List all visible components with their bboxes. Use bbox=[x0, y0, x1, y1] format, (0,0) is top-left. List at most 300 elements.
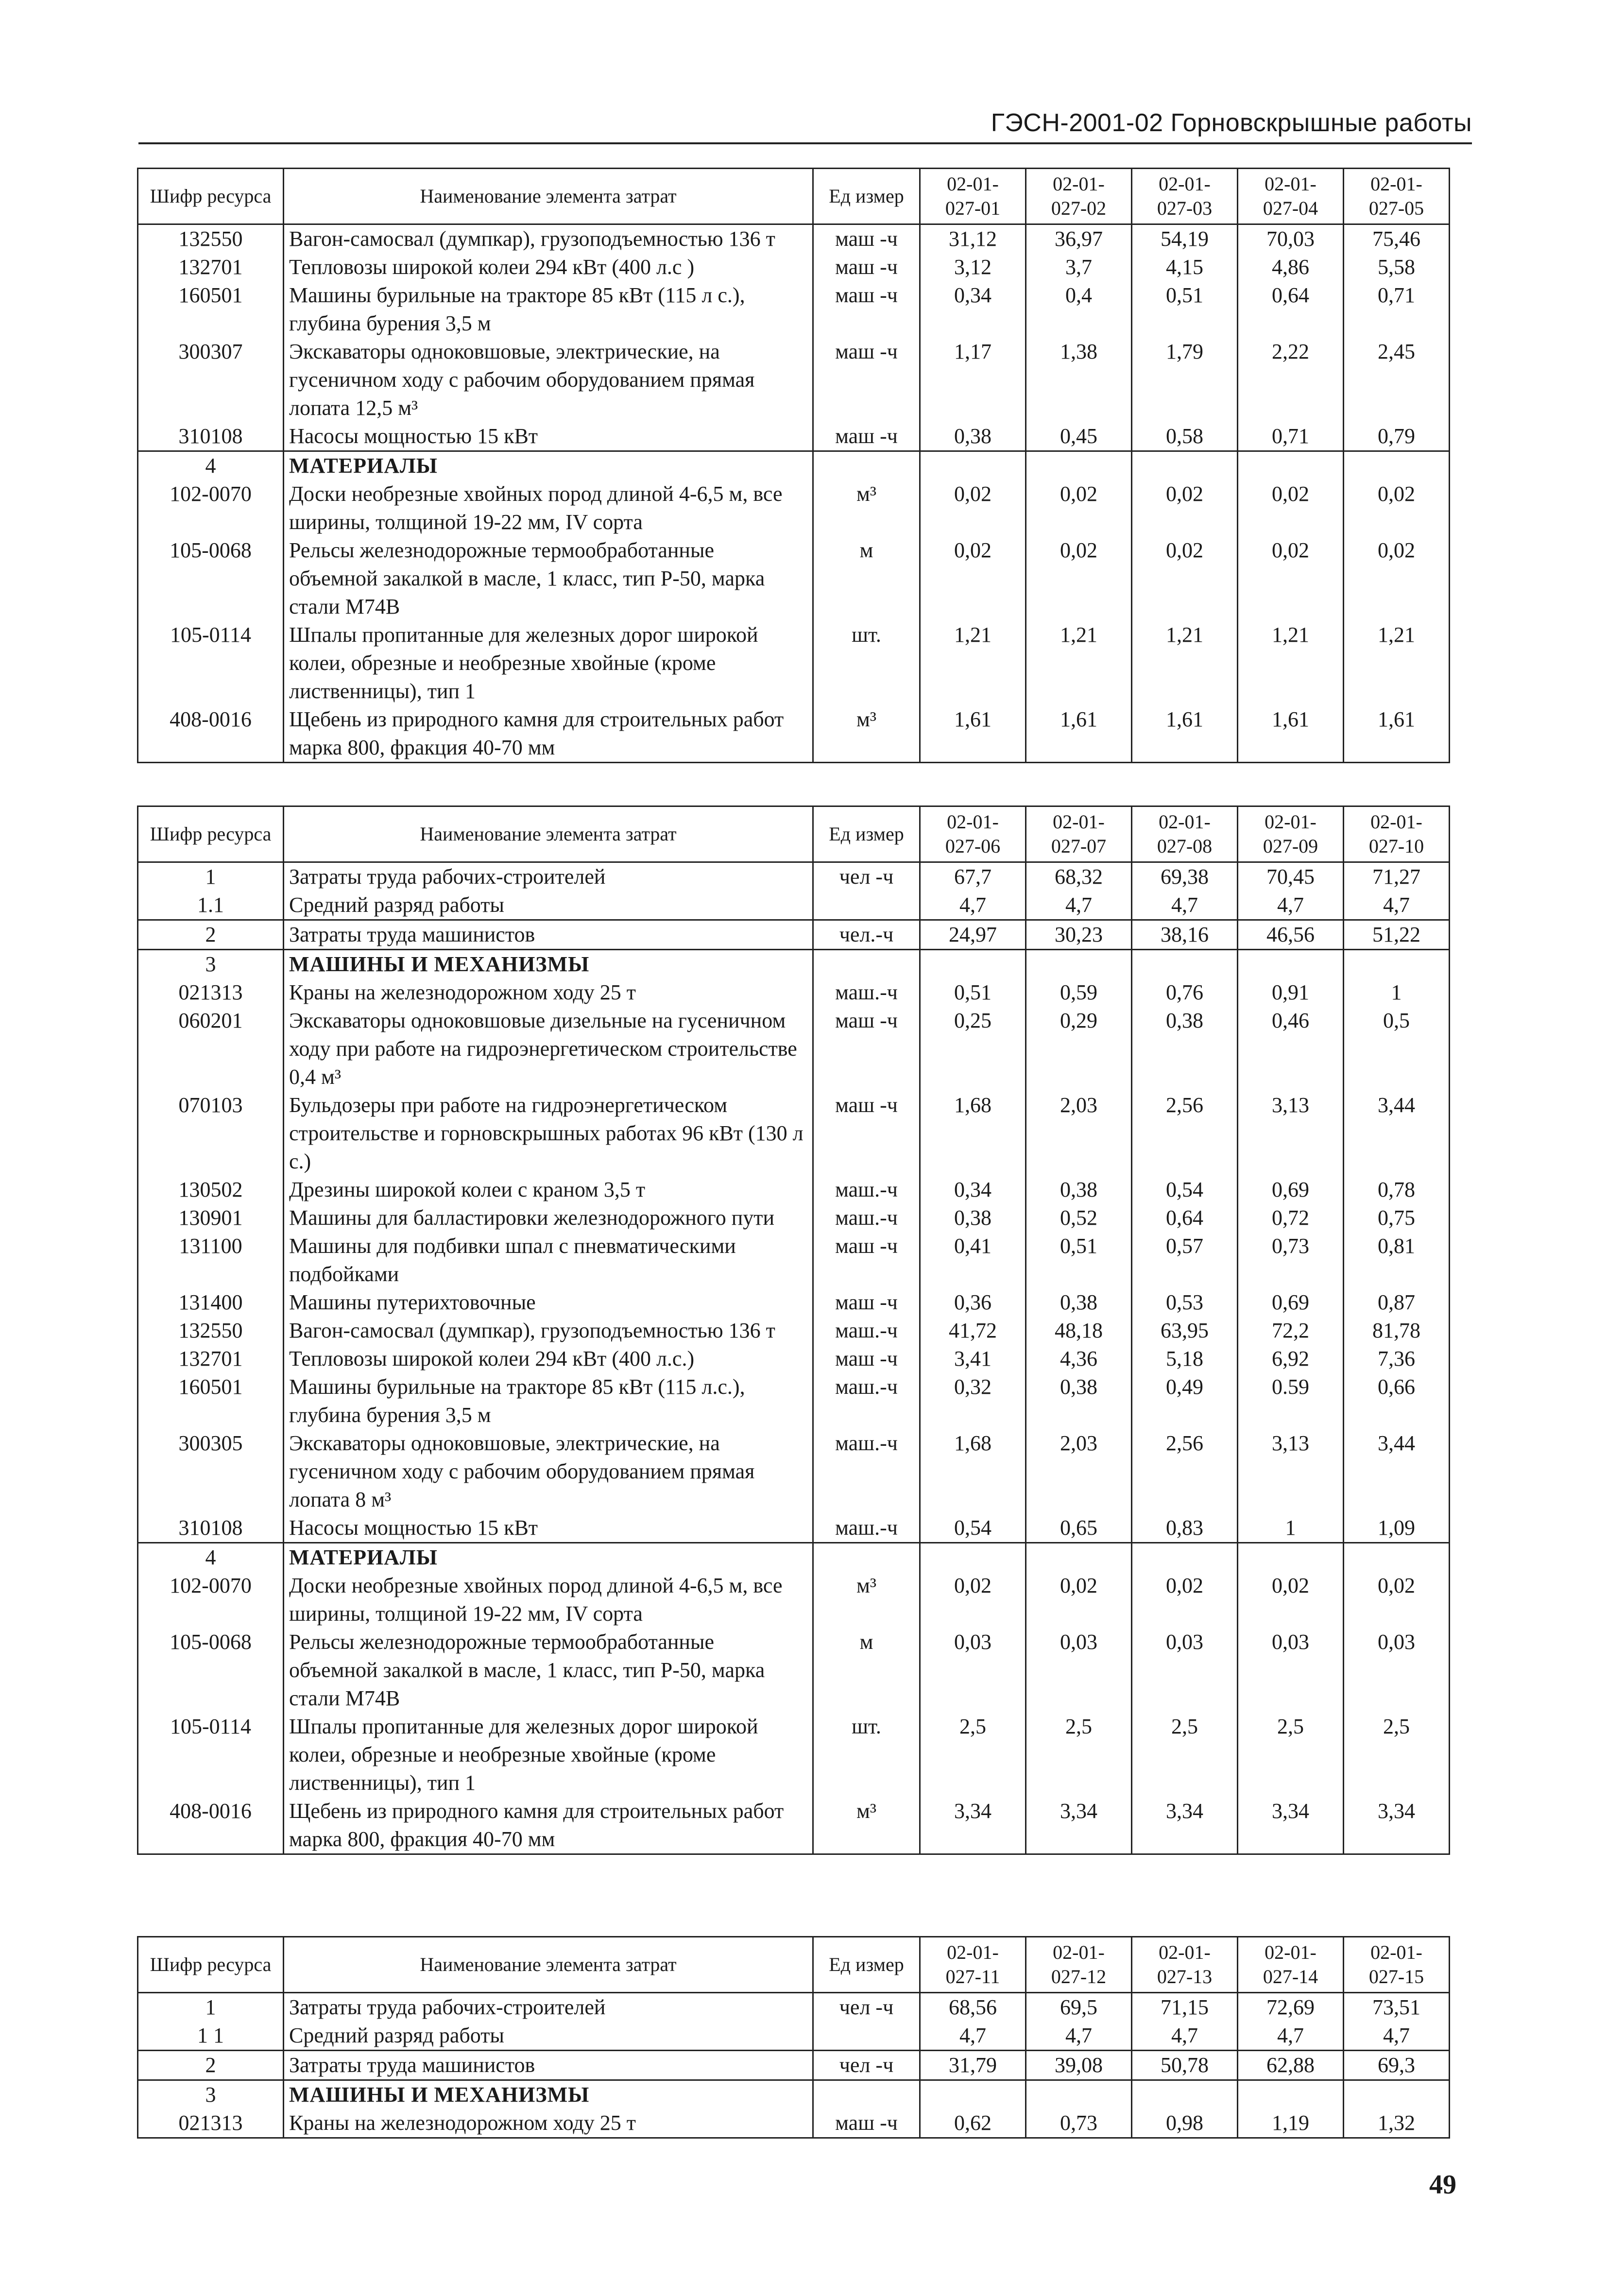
resource-code: 102-0070 bbox=[138, 1572, 284, 1628]
col-header-norm-code: 02-01- 027-08 bbox=[1132, 806, 1238, 862]
norm-value: 0,91 bbox=[1238, 978, 1344, 1007]
norm-value: 2,22 bbox=[1238, 338, 1344, 422]
norm-value: 0,02 bbox=[1238, 480, 1344, 536]
unit: маш -ч bbox=[813, 1345, 920, 1373]
norm-value: 1,61 bbox=[1344, 705, 1450, 763]
unit: маш.-ч bbox=[813, 978, 920, 1007]
norm-value: 31,79 bbox=[920, 2051, 1026, 2080]
resource-name: Средний разряд работы bbox=[284, 2022, 813, 2051]
resource-code: 102-0070 bbox=[138, 480, 284, 536]
norm-value: 0,62 bbox=[920, 2109, 1026, 2138]
norm-value: 68,32 bbox=[1026, 862, 1132, 891]
norm-value bbox=[1238, 1543, 1344, 1572]
resource-table-1 bbox=[137, 168, 1450, 763]
col-header-norm-code: 02-01- 027-13 bbox=[1132, 1937, 1238, 1993]
resource-name: Затраты труда рабочих-строителей bbox=[284, 1993, 813, 2022]
resource-code: 160501 bbox=[138, 281, 284, 338]
norm-value: 4,36 bbox=[1026, 1345, 1132, 1373]
table-row bbox=[138, 891, 1450, 920]
table-row bbox=[138, 1345, 1450, 1373]
unit: чел -ч bbox=[813, 2051, 920, 2080]
table-row bbox=[138, 1429, 1450, 1514]
resource-code: 105-0114 bbox=[138, 1713, 284, 1797]
resource-name: Краны на железнодорожном ходу 25 т bbox=[284, 978, 813, 1007]
norm-value: 2,56 bbox=[1132, 1429, 1238, 1514]
col-header-norm-code: 02-01- 027-15 bbox=[1344, 1937, 1450, 1993]
resource-code: 1.1 bbox=[138, 891, 284, 920]
norm-value: 46,56 bbox=[1238, 920, 1344, 950]
table-row bbox=[138, 2022, 1450, 2051]
col-header-code: Шифр ресурса bbox=[138, 1937, 284, 1993]
norm-value: 50,78 bbox=[1132, 2051, 1238, 2080]
norm-value: 1,61 bbox=[1026, 705, 1132, 763]
norm-value: 71,15 bbox=[1132, 1993, 1238, 2022]
unit: м³ bbox=[813, 1572, 920, 1628]
unit: м³ bbox=[813, 705, 920, 763]
resource-name: Щебень из природного камня для строительных работ марка 800, фракция 40-70 мм bbox=[284, 705, 813, 763]
section-title: МАТЕРИАЛЫ bbox=[284, 451, 813, 480]
norm-value: 54,19 bbox=[1132, 224, 1238, 254]
norm-value: 39,08 bbox=[1026, 2051, 1132, 2080]
norm-value: 69,3 bbox=[1344, 2051, 1450, 2080]
norm-value: 0,02 bbox=[1344, 1572, 1450, 1628]
norm-value: 0,57 bbox=[1132, 1232, 1238, 1288]
table-row bbox=[138, 1176, 1450, 1204]
norm-value: 3,41 bbox=[920, 1345, 1026, 1373]
unit: маш -ч bbox=[813, 338, 920, 422]
resource-code: 4 bbox=[138, 1543, 284, 1572]
unit: шт. bbox=[813, 1713, 920, 1797]
resource-code: 131100 bbox=[138, 1232, 284, 1288]
norm-value: 0,53 bbox=[1132, 1288, 1238, 1317]
norm-value: 30,23 bbox=[1026, 920, 1132, 950]
norm-value: 4,7 bbox=[1238, 891, 1344, 920]
norm-value: 1,21 bbox=[1132, 621, 1238, 705]
norm-value: 51,22 bbox=[1344, 920, 1450, 950]
resource-code: 021313 bbox=[138, 2109, 284, 2138]
norm-value: 62,88 bbox=[1238, 2051, 1344, 2080]
col-header-norm-code: 02-01- 027-12 bbox=[1026, 1937, 1132, 1993]
norm-value: 3,34 bbox=[1132, 1797, 1238, 1854]
col-header-norm-code: 02-01- 027-02 bbox=[1026, 169, 1132, 224]
resource-code: 132701 bbox=[138, 1345, 284, 1373]
table-row bbox=[138, 1572, 1450, 1628]
resource-name: Машины для балластировки железнодорожного пути bbox=[284, 1204, 813, 1232]
norm-value: 0,38 bbox=[920, 422, 1026, 451]
col-header-code: Шифр ресурса bbox=[138, 806, 284, 862]
col-header-norm-code: 02-01- 027-07 bbox=[1026, 806, 1132, 862]
norm-value: 70,45 bbox=[1238, 862, 1344, 891]
norm-value: 1,09 bbox=[1344, 1514, 1450, 1543]
table-row bbox=[138, 621, 1450, 705]
unit: маш -ч bbox=[813, 2109, 920, 2138]
norm-value: 0,02 bbox=[1238, 536, 1344, 621]
resource-code: 131400 bbox=[138, 1288, 284, 1317]
norm-value: 0,02 bbox=[1344, 480, 1450, 536]
norm-value bbox=[1238, 2080, 1344, 2109]
norm-value: 0,38 bbox=[1026, 1373, 1132, 1429]
norm-value: 0,5 bbox=[1344, 1007, 1450, 1091]
norm-value: 0,78 bbox=[1344, 1176, 1450, 1204]
table-header-row bbox=[138, 806, 1450, 862]
norm-value: 4,7 bbox=[1026, 2022, 1132, 2051]
resource-name: Краны на железнодорожном ходу 25 т bbox=[284, 2109, 813, 2138]
norm-value: 0,49 bbox=[1132, 1373, 1238, 1429]
norm-value: 0,03 bbox=[920, 1628, 1026, 1713]
norm-value: 0,71 bbox=[1344, 281, 1450, 338]
norm-value: 73,51 bbox=[1344, 1993, 1450, 2022]
resource-code: 021313 bbox=[138, 978, 284, 1007]
norm-value: 1,68 bbox=[920, 1429, 1026, 1514]
col-header-unit: Ед измер bbox=[813, 169, 920, 224]
norm-value bbox=[1132, 451, 1238, 480]
norm-value: 0,36 bbox=[920, 1288, 1026, 1317]
unit: маш -ч bbox=[813, 1007, 920, 1091]
norm-value: 0,51 bbox=[1132, 281, 1238, 338]
resource-name: Вагон-самосвал (думпкар), грузоподъемностью 136 т bbox=[284, 224, 813, 254]
unit: маш.-ч bbox=[813, 1429, 920, 1514]
norm-value: 0,02 bbox=[920, 536, 1026, 621]
unit: маш -ч bbox=[813, 253, 920, 281]
resource-name: Средний разряд работы bbox=[284, 891, 813, 920]
norm-value: 0,02 bbox=[920, 1572, 1026, 1628]
norm-value: 1,61 bbox=[1238, 705, 1344, 763]
norm-value: 0,03 bbox=[1344, 1628, 1450, 1713]
norm-value bbox=[1344, 950, 1450, 979]
table-row bbox=[138, 1288, 1450, 1317]
resource-code: 132701 bbox=[138, 253, 284, 281]
norm-value: 0,66 bbox=[1344, 1373, 1450, 1429]
resource-code: 130502 bbox=[138, 1176, 284, 1204]
norm-value: 5,18 bbox=[1132, 1345, 1238, 1373]
header-title: ГЭСН-2001-02 Горновскрышные работы bbox=[991, 109, 1472, 137]
norm-value: 0,51 bbox=[1026, 1232, 1132, 1288]
norm-value: 0,52 bbox=[1026, 1204, 1132, 1232]
norm-value: 4,7 bbox=[1238, 2022, 1344, 2051]
norm-value: 0,29 bbox=[1026, 1007, 1132, 1091]
norm-value: 71,27 bbox=[1344, 862, 1450, 891]
resource-name: Рельсы железнодорожные термообработанные объемной закалкой в масле, 1 класс, тип Р-50, марка стали М74В bbox=[284, 536, 813, 621]
unit: маш -ч bbox=[813, 281, 920, 338]
resource-name: Насосы мощностью 15 кВт bbox=[284, 1514, 813, 1543]
table-row bbox=[138, 1514, 1450, 1543]
resource-table-3 bbox=[137, 1936, 1450, 2139]
unit: чел.-ч bbox=[813, 920, 920, 950]
table-row bbox=[138, 1232, 1450, 1288]
col-header-norm-code: 02-01- 027-04 bbox=[1238, 169, 1344, 224]
norm-value: 4,7 bbox=[1344, 2022, 1450, 2051]
norm-value bbox=[1026, 2080, 1132, 2109]
norm-value: 0,76 bbox=[1132, 978, 1238, 1007]
norm-value: 4,7 bbox=[1132, 891, 1238, 920]
table-row bbox=[138, 224, 1450, 254]
unit: м³ bbox=[813, 480, 920, 536]
resource-code: 2 bbox=[138, 2051, 284, 2080]
table-row bbox=[138, 2051, 1450, 2080]
unit: шт. bbox=[813, 621, 920, 705]
norm-value: 1,79 bbox=[1132, 338, 1238, 422]
norm-value: 1,32 bbox=[1344, 2109, 1450, 2138]
unit: м bbox=[813, 536, 920, 621]
norm-value: 0,54 bbox=[1132, 1176, 1238, 1204]
table-row bbox=[138, 422, 1450, 451]
col-header-norm-code: 02-01- 027-09 bbox=[1238, 806, 1344, 862]
resource-name: Шпалы пропитанные для железных дорог широкой колеи, обрезные и необрезные хвойные (кроме лиственницы), тип 1 bbox=[284, 621, 813, 705]
norm-value: 2,03 bbox=[1026, 1429, 1132, 1514]
norm-value: 0,02 bbox=[1132, 536, 1238, 621]
norm-value: 3,44 bbox=[1344, 1091, 1450, 1176]
norm-value: 4,15 bbox=[1132, 253, 1238, 281]
norm-value: 4,7 bbox=[920, 2022, 1026, 2051]
norm-value: 1,61 bbox=[1132, 705, 1238, 763]
norm-value: 0,03 bbox=[1026, 1628, 1132, 1713]
unit: м³ bbox=[813, 1797, 920, 1854]
norm-value bbox=[1132, 950, 1238, 979]
table-row bbox=[138, 920, 1450, 950]
norm-value: 1,17 bbox=[920, 338, 1026, 422]
unit: маш.-ч bbox=[813, 1204, 920, 1232]
norm-value: 3,34 bbox=[1238, 1797, 1344, 1854]
norm-value: 4,7 bbox=[920, 891, 1026, 920]
unit: маш -ч bbox=[813, 1232, 920, 1288]
resource-name: Машины бурильные на тракторе 85 кВт (115 л.с.), глубина бурения 3,5 м bbox=[284, 1373, 813, 1429]
norm-value: 0,03 bbox=[1132, 1628, 1238, 1713]
norm-value: 0,64 bbox=[1132, 1204, 1238, 1232]
norm-value: 6,92 bbox=[1238, 1345, 1344, 1373]
norm-value: 0,51 bbox=[920, 978, 1026, 1007]
norm-value: 4,7 bbox=[1344, 891, 1450, 920]
norm-value bbox=[1238, 950, 1344, 979]
norm-value: 0,69 bbox=[1238, 1176, 1344, 1204]
norm-value: 81,78 bbox=[1344, 1317, 1450, 1345]
norm-value: 0.59 bbox=[1238, 1373, 1344, 1429]
norm-value bbox=[920, 2080, 1026, 2109]
norm-value: 0,54 bbox=[920, 1514, 1026, 1543]
col-header-norm-code: 02-01- 027-03 bbox=[1132, 169, 1238, 224]
norm-value: 0,98 bbox=[1132, 2109, 1238, 2138]
norm-value: 0,02 bbox=[1132, 480, 1238, 536]
unit bbox=[813, 950, 920, 979]
norm-value: 1,21 bbox=[1238, 621, 1344, 705]
norm-value: 0,69 bbox=[1238, 1288, 1344, 1317]
norm-value: 0,59 bbox=[1026, 978, 1132, 1007]
norm-value: 0,73 bbox=[1238, 1232, 1344, 1288]
norm-value: 4,86 bbox=[1238, 253, 1344, 281]
unit: маш -ч bbox=[813, 224, 920, 254]
norm-value: 0,02 bbox=[1026, 536, 1132, 621]
col-header-unit: Ед измер bbox=[813, 1937, 920, 1993]
norm-value: 1,19 bbox=[1238, 2109, 1344, 2138]
norm-value: 24,97 bbox=[920, 920, 1026, 950]
table-row bbox=[138, 1713, 1450, 1797]
resource-name: Машины бурильные на тракторе 85 кВт (115 л с.), глубина бурения 3,5 м bbox=[284, 281, 813, 338]
norm-value: 0,58 bbox=[1132, 422, 1238, 451]
norm-value: 67,7 bbox=[920, 862, 1026, 891]
norm-value: 3,34 bbox=[1026, 1797, 1132, 1854]
norm-value: 69,5 bbox=[1026, 1993, 1132, 2022]
norm-value: 0,46 bbox=[1238, 1007, 1344, 1091]
norm-value: 75,46 bbox=[1344, 224, 1450, 254]
table-row bbox=[138, 1317, 1450, 1345]
norm-value: 72,69 bbox=[1238, 1993, 1344, 2022]
norm-value bbox=[1026, 1543, 1132, 1572]
table-row bbox=[138, 862, 1450, 891]
resource-name: Вагон-самосвал (думпкар), грузоподъемностью 136 т bbox=[284, 1317, 813, 1345]
col-header-norm-code: 02-01- 027-05 bbox=[1344, 169, 1450, 224]
norm-value: 3,7 bbox=[1026, 253, 1132, 281]
unit bbox=[813, 2022, 920, 2051]
norm-value: 4,7 bbox=[1026, 891, 1132, 920]
norm-value: 0,71 bbox=[1238, 422, 1344, 451]
table-row bbox=[138, 480, 1450, 536]
resource-name: Дрезины широкой колеи с краном 3,5 т bbox=[284, 1176, 813, 1204]
section-row bbox=[138, 950, 1450, 979]
norm-value: 48,18 bbox=[1026, 1317, 1132, 1345]
norm-value: 0,25 bbox=[920, 1007, 1026, 1091]
unit: маш -ч bbox=[813, 422, 920, 451]
col-header-code: Шифр ресурса bbox=[138, 169, 284, 224]
resource-code: 3 bbox=[138, 950, 284, 979]
unit: маш.-ч bbox=[813, 1176, 920, 1204]
table-row bbox=[138, 1007, 1450, 1091]
norm-value: 2,5 bbox=[920, 1713, 1026, 1797]
table-header-row bbox=[138, 169, 1450, 224]
unit: м bbox=[813, 1628, 920, 1713]
norm-value: 0,02 bbox=[1026, 480, 1132, 536]
resource-name: Тепловозы широкой колеи 294 кВт (400 л.с.) bbox=[284, 1345, 813, 1373]
norm-value: 0,32 bbox=[920, 1373, 1026, 1429]
unit: чел -ч bbox=[813, 1993, 920, 2022]
resource-code: 310108 bbox=[138, 1514, 284, 1543]
norm-value: 0,02 bbox=[1132, 1572, 1238, 1628]
resource-code: 408-0016 bbox=[138, 1797, 284, 1854]
norm-value: 2,56 bbox=[1132, 1091, 1238, 1176]
norm-value: 0,81 bbox=[1344, 1232, 1450, 1288]
norm-value bbox=[1132, 1543, 1238, 1572]
norm-value: 38,16 bbox=[1132, 920, 1238, 950]
norm-value: 0,83 bbox=[1132, 1514, 1238, 1543]
running-header bbox=[138, 104, 1472, 144]
resource-name: Экскаваторы одноковшовые, электрические, на гусеничном ходу с рабочим оборудованием прямая лопата 12,5 м³ bbox=[284, 338, 813, 422]
norm-value: 0,02 bbox=[1344, 536, 1450, 621]
norm-value bbox=[1344, 451, 1450, 480]
resource-name: Машины для подбивки шпал с пневматическими подбойками bbox=[284, 1232, 813, 1288]
norm-value: 1 bbox=[1344, 978, 1450, 1007]
norm-value: 2,45 bbox=[1344, 338, 1450, 422]
norm-value bbox=[920, 950, 1026, 979]
resource-code: 408-0016 bbox=[138, 705, 284, 763]
norm-value bbox=[1344, 1543, 1450, 1572]
col-header-norm-code: 02-01- 027-01 bbox=[920, 169, 1026, 224]
norm-value: 2,5 bbox=[1238, 1713, 1344, 1797]
resource-code: 105-0068 bbox=[138, 536, 284, 621]
norm-value: 0,73 bbox=[1026, 2109, 1132, 2138]
norm-value: 1,21 bbox=[1344, 621, 1450, 705]
table-header-row bbox=[138, 1937, 1450, 1993]
unit: чел -ч bbox=[813, 862, 920, 891]
resource-name: Экскаваторы одноковшовые дизельные на гусеничном ходу при работе на гидроэнергетическом строительстве 0,4 м³ bbox=[284, 1007, 813, 1091]
resource-code: 300305 bbox=[138, 1429, 284, 1514]
norm-value: 3,12 bbox=[920, 253, 1026, 281]
norm-value: 0,38 bbox=[1132, 1007, 1238, 1091]
norm-value: 0,64 bbox=[1238, 281, 1344, 338]
section-row bbox=[138, 451, 1450, 480]
page-number: 49 bbox=[1429, 2170, 1456, 2200]
resource-code: 310108 bbox=[138, 422, 284, 451]
norm-value: 69,38 bbox=[1132, 862, 1238, 891]
table-row bbox=[138, 1373, 1450, 1429]
norm-value: 3,13 bbox=[1238, 1429, 1344, 1514]
norm-value: 72,2 bbox=[1238, 1317, 1344, 1345]
unit: маш.-ч bbox=[813, 1317, 920, 1345]
norm-value: 0,38 bbox=[1026, 1176, 1132, 1204]
norm-value: 0,03 bbox=[1238, 1628, 1344, 1713]
norm-value: 5,58 bbox=[1344, 253, 1450, 281]
resource-name: Шпалы пропитанные для железных дорог широкой колеи, обрезные и необрезные хвойные (кроме лиственницы), тип 1 bbox=[284, 1713, 813, 1797]
norm-value: 2,5 bbox=[1132, 1713, 1238, 1797]
resource-code: 3 bbox=[138, 2080, 284, 2109]
table-row bbox=[138, 1628, 1450, 1713]
norm-value: 0,02 bbox=[920, 480, 1026, 536]
col-header-unit: Ед измер bbox=[813, 806, 920, 862]
resource-code: 130901 bbox=[138, 1204, 284, 1232]
norm-value: 7,36 bbox=[1344, 1345, 1450, 1373]
norm-value: 31,12 bbox=[920, 224, 1026, 254]
resource-name: Бульдозеры при работе на гидроэнергетическом строительстве и горновскрышных работах 96 кВт (130 л с.) bbox=[284, 1091, 813, 1176]
norm-value: 68,56 bbox=[920, 1993, 1026, 2022]
unit: маш.-ч bbox=[813, 1514, 920, 1543]
resource-name: Тепловозы широкой колеи 294 кВт (400 л.с ) bbox=[284, 253, 813, 281]
unit: маш -ч bbox=[813, 1091, 920, 1176]
resource-code: 1 bbox=[138, 862, 284, 891]
table-row bbox=[138, 2109, 1450, 2138]
norm-value: 2,5 bbox=[1344, 1713, 1450, 1797]
table-row bbox=[138, 978, 1450, 1007]
col-header-name: Наименование элемента затрат bbox=[284, 169, 813, 224]
table-row bbox=[138, 281, 1450, 338]
norm-value: 2,5 bbox=[1026, 1713, 1132, 1797]
table-row bbox=[138, 705, 1450, 763]
col-header-norm-code: 02-01- 027-10 bbox=[1344, 806, 1450, 862]
resource-name: Затраты труда машинистов bbox=[284, 2051, 813, 2080]
norm-value: 1,61 bbox=[920, 705, 1026, 763]
resource-name: Экскаваторы одноковшовые, электрические, на гусеничном ходу с рабочим оборудованием прямая лопата 8 м³ bbox=[284, 1429, 813, 1514]
table-row bbox=[138, 1993, 1450, 2022]
resource-name: Машины путерихтовочные bbox=[284, 1288, 813, 1317]
norm-value: 3,13 bbox=[1238, 1091, 1344, 1176]
norm-value bbox=[920, 1543, 1026, 1572]
resource-code: 160501 bbox=[138, 1373, 284, 1429]
norm-value bbox=[1238, 451, 1344, 480]
resource-code: 070103 bbox=[138, 1091, 284, 1176]
table-row bbox=[138, 1091, 1450, 1176]
unit: маш.-ч bbox=[813, 1373, 920, 1429]
norm-value: 3,34 bbox=[920, 1797, 1026, 1854]
col-header-name: Наименование элемента затрат bbox=[284, 1937, 813, 1993]
norm-value: 1 bbox=[1238, 1514, 1344, 1543]
norm-value: 0,72 bbox=[1238, 1204, 1344, 1232]
norm-value: 0,38 bbox=[920, 1204, 1026, 1232]
norm-value: 0,75 bbox=[1344, 1204, 1450, 1232]
resource-code: 105-0068 bbox=[138, 1628, 284, 1713]
norm-value: 36,97 bbox=[1026, 224, 1132, 254]
norm-value: 70,03 bbox=[1238, 224, 1344, 254]
norm-value: 0,41 bbox=[920, 1232, 1026, 1288]
norm-value: 1,21 bbox=[920, 621, 1026, 705]
section-title: МАШИНЫ И МЕХАНИЗМЫ bbox=[284, 950, 813, 979]
norm-value: 0,34 bbox=[920, 281, 1026, 338]
section-title: МАТЕРИАЛЫ bbox=[284, 1543, 813, 1572]
